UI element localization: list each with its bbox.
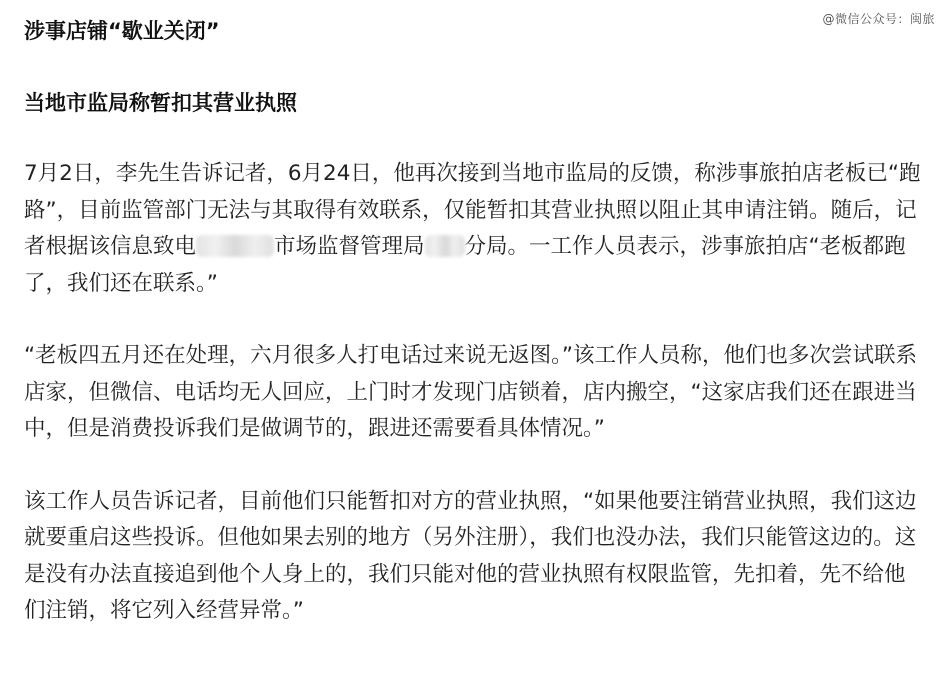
article-body [24, 14, 924, 630]
section-heading: 涉事店铺“歇业关闭” [24, 19, 220, 43]
section-subheading: 当地市监局称暂扣其营业执照 [24, 91, 297, 115]
paragraph-1-text-b: 市场监督管理局 [274, 234, 425, 259]
redacted-blur [196, 235, 274, 257]
watermark: @微信公众号：闽旅 [822, 12, 935, 26]
paragraph-2: “老板四五月还在处理，六月很多人打电话过来说无返图。”该工作人员称，他们也多次尝试联系店家，但微信、电话均无人回应，上门时才发现门店锁着，店内搬空，“这家店我们还在跟进当中，但是消费投诉我们是做调节的，跟进还需要看具体情况。” [24, 343, 918, 441]
paragraph-1-text-a: 7月2日，李先生告诉记者，6月24日，他再次接到当地市监局的反馈，称涉事旅拍店老板已“跑路”，目前监管部门无法与其取得有效联系，仅能暂扣其营业执照以阻止其申请注销。随后，记者根据该信息致电 [24, 161, 921, 259]
paragraph-3: 该工作人员告诉记者，目前他们只能暂扣对方的营业执照，“如果他要注销营业执照，我们这边就要重启这些投诉。但他如果去别的地方（另外注册），我们也没办法，我们只能管这边的。这是没有办法直接追到他个人身上的，我们只能对他的营业执照有权限监管，先扣着，先不给他们注销，将它列入经营异常。” [24, 488, 917, 623]
paragraph-1-text-c: 分局。一工作人员表示，涉事旅拍店“老板都跑了，我们还在联系。” [24, 234, 906, 296]
redacted-blur [425, 235, 465, 257]
paragraph-1 [24, 156, 924, 302]
